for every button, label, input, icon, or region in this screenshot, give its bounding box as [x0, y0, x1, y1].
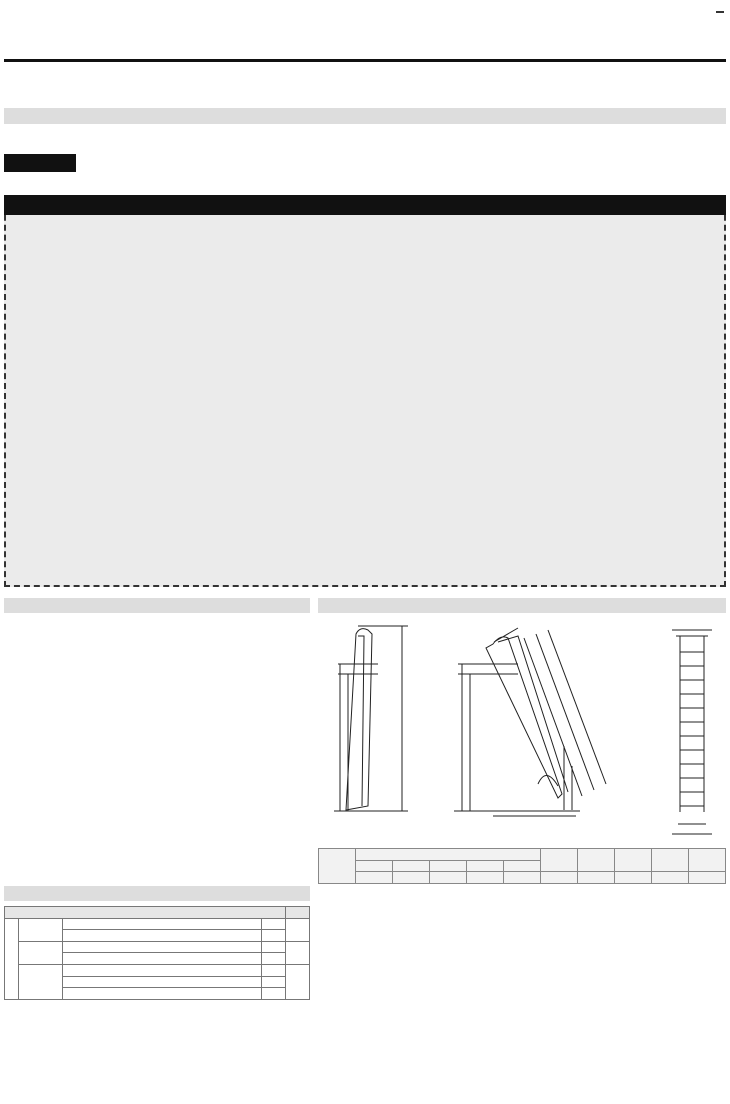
- code-box: [716, 11, 724, 13]
- spec-h-steps2: [689, 872, 726, 884]
- spec-h-d: [541, 849, 578, 872]
- spec-h-depth2: [467, 872, 504, 884]
- spec-header-row: [319, 872, 726, 884]
- packing-h-qty: [286, 907, 310, 919]
- packing-item-qty: [262, 976, 286, 988]
- spec-header-row: [319, 849, 726, 861]
- packing-item-qty: [262, 953, 286, 965]
- dimensions-bar: [318, 598, 726, 613]
- packing-g2-qty: [286, 941, 310, 964]
- packing-item-qty: [262, 930, 286, 942]
- header-rule: [4, 59, 726, 62]
- lowered-ladder: [486, 637, 562, 798]
- table-row: [5, 918, 310, 930]
- packing-item-qty: [262, 964, 286, 976]
- packing-g2-label: [19, 941, 63, 964]
- packing-item-name: [63, 941, 262, 953]
- spec-h-ab2: [356, 872, 393, 884]
- storage-ladder: [346, 629, 372, 810]
- warning-label: [4, 154, 76, 172]
- spec-h-depth: [467, 860, 504, 872]
- packing-bar: [4, 886, 310, 901]
- packing-g3-label: [19, 964, 63, 999]
- packing-item-qty: [262, 988, 286, 1000]
- front-ladder-rungs: [680, 652, 704, 806]
- spec-h-ab: [356, 860, 393, 872]
- spec-h-b: [430, 860, 467, 872]
- packing-g1-label: [19, 918, 63, 941]
- spec-h-c2: [504, 872, 541, 884]
- spec-h-g2: [652, 872, 689, 884]
- packing-item-name: [63, 930, 262, 942]
- caution-heading: [4, 195, 726, 215]
- spec-h-model: [319, 849, 356, 884]
- request-bar: [4, 108, 726, 124]
- packing-item-qty: [262, 941, 286, 953]
- spec-h-steps: [689, 849, 726, 872]
- spec-table: [318, 848, 726, 884]
- table-row: [5, 941, 310, 953]
- packing-g1-qty: [286, 918, 310, 941]
- spec-h-dims: [356, 849, 541, 861]
- spec-h-b2: [430, 872, 467, 884]
- packing-item-name: [63, 953, 262, 965]
- construction-bar: [4, 598, 310, 613]
- packing-group-label: [5, 918, 19, 999]
- dimension-drawing: [318, 616, 726, 846]
- spec-h-g: [652, 849, 689, 872]
- spec-h-a2: [393, 872, 430, 884]
- spec-h-f: [615, 849, 652, 872]
- packing-h-name: [5, 907, 286, 919]
- packing-item-name: [63, 988, 262, 1000]
- packing-item-qty: [262, 918, 286, 930]
- packing-item-name: [63, 964, 262, 976]
- packing-table: [4, 906, 310, 1000]
- spec-h-e: [578, 849, 615, 872]
- spec-h-e2: [578, 872, 615, 884]
- packing-item-name: [63, 976, 262, 988]
- spec-h-d2: [541, 872, 578, 884]
- caution-box: [4, 195, 726, 587]
- spec-h-f2: [615, 872, 652, 884]
- spec-h-c: [504, 860, 541, 872]
- packing-header-row: [5, 907, 310, 919]
- packing-item-name: [63, 918, 262, 930]
- spec-h-a: [393, 860, 430, 872]
- table-row: [5, 964, 310, 976]
- packing-g3-qty: [286, 964, 310, 999]
